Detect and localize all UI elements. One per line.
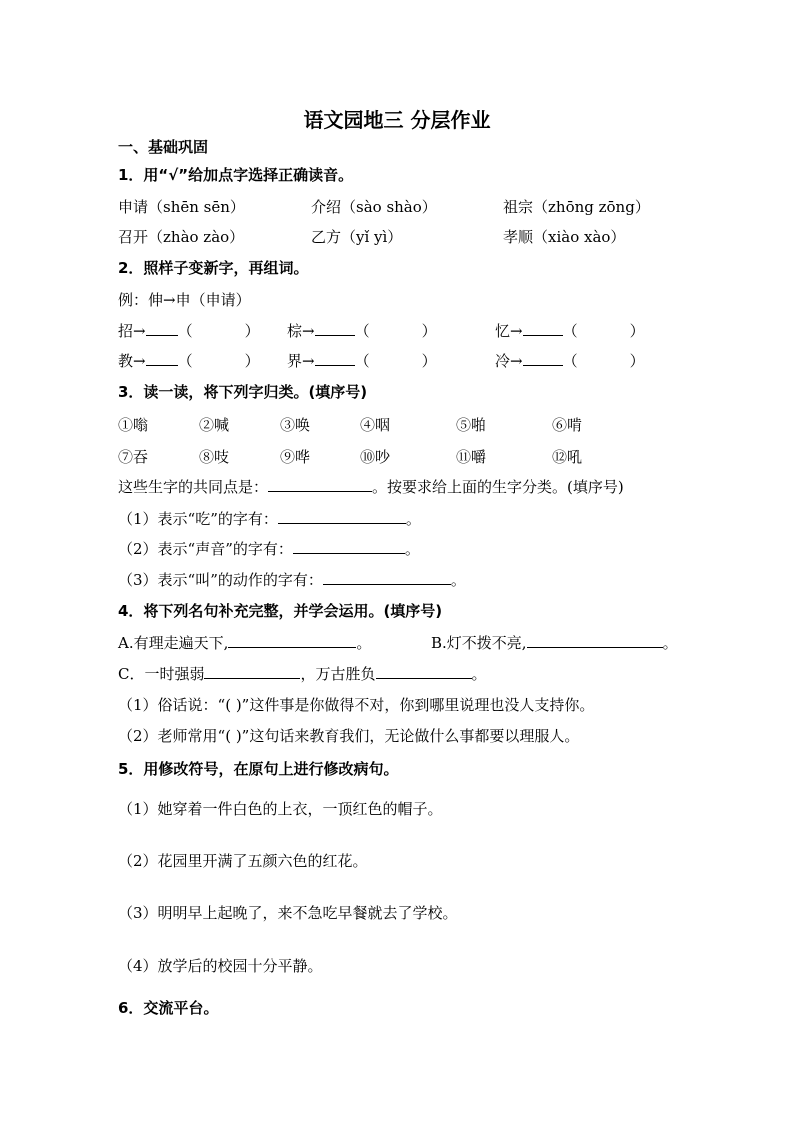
paren: （ [354, 322, 370, 340]
q2-heading: 2．照样子变新字，再组词。 [118, 259, 309, 277]
fill-blank[interactable] [315, 350, 355, 366]
fill-blank[interactable] [376, 663, 472, 679]
paren: ） [244, 352, 260, 370]
fill-blank[interactable] [523, 350, 563, 366]
q1-item: 申请（shēn sēn） [118, 198, 245, 216]
q3-char-item: ①嗡 [118, 416, 149, 434]
q3-char-item: ⑪嚼 [456, 448, 487, 466]
q2-char: 界→ [287, 352, 315, 370]
fill-blank[interactable] [146, 350, 178, 366]
q4-c-text: ，万古胜负 [300, 665, 376, 683]
q3-sub-label: （2）表示“声音”的字有： [118, 540, 293, 558]
q4-sub1: （1）俗话说：“( )”这件事是你做得不对，你到哪里说理也没人支持你。 [118, 696, 595, 714]
q4-sub2: （2）老师常用“( )”这句话来教育我们，无论做什么事都要以理服人。 [118, 727, 580, 745]
period: 。 [450, 571, 466, 589]
q6-heading: 6．交流平台。 [118, 999, 219, 1017]
q1-item: 召开（zhào zào） [118, 228, 245, 246]
paren: ） [629, 352, 645, 370]
paren: （ [562, 322, 578, 340]
q3-common-line [118, 476, 624, 498]
q2-char: 忆→ [495, 322, 523, 340]
q2-char: 冷→ [495, 352, 523, 370]
fill-blank[interactable] [527, 632, 663, 648]
q2-char: 棕→ [287, 322, 315, 340]
q3-common-label: 这些生字的共同点是： [118, 478, 269, 496]
q3-char-item: ②喊 [199, 416, 230, 434]
q4-a-text: A.有理走遍天下, [118, 634, 229, 652]
q3-sub3 [118, 569, 466, 591]
paren: ） [244, 322, 260, 340]
q3-sub-label: （1）表示“吃”的字有： [118, 510, 278, 528]
q2-blank-item [118, 320, 260, 342]
period: 。 [405, 510, 421, 528]
fill-blank[interactable] [268, 476, 372, 492]
q4-item-c [118, 663, 487, 685]
q2-blank-item [287, 320, 437, 342]
paren: （ [562, 352, 578, 370]
q3-char-item: ⑩吵 [360, 448, 391, 466]
q1-item: 乙方（yǐ yì） [311, 228, 403, 246]
q4-b-text: B.灯不拨不亮, [431, 634, 527, 652]
paren: ） [629, 322, 645, 340]
q5-heading: 5．用修改符号，在原句上进行修改病句。 [118, 760, 399, 778]
fill-blank[interactable] [278, 508, 406, 524]
q5-sentence: （3）明明早上起晚了，来不急吃早餐就去了学校。 [118, 904, 458, 922]
q2-char: 教→ [118, 352, 146, 370]
q5-sentence: （4）放学后的校园十分平静。 [118, 957, 323, 975]
q3-char-item: ③唤 [280, 416, 311, 434]
q5-sentence: （2）花园里开满了五颜六色的红花。 [118, 852, 368, 870]
paren: （ [177, 322, 193, 340]
period: 。 [662, 634, 678, 652]
q2-char: 招→ [118, 322, 146, 340]
q3-heading: 3．读一读，将下列字归类。(填序号) [118, 383, 368, 401]
q3-char-item: ⑤啪 [456, 416, 487, 434]
period: 。 [471, 665, 487, 683]
q2-blank-item [118, 350, 260, 372]
fill-blank[interactable] [523, 320, 563, 336]
fill-blank[interactable] [323, 569, 451, 585]
q2-blank-item [495, 320, 645, 342]
period: 。 [356, 634, 372, 652]
paren: ） [421, 322, 437, 340]
q2-blank-item [495, 350, 645, 372]
q2-example: 例：伸→申（申请） [118, 291, 251, 309]
q2-blank-item [287, 350, 437, 372]
fill-blank[interactable] [146, 320, 178, 336]
fill-blank[interactable] [204, 663, 300, 679]
q3-char-item: ⑧吱 [199, 448, 230, 466]
fill-blank[interactable] [315, 320, 355, 336]
q3-char-item: ⑥啃 [552, 416, 583, 434]
q1-item: 祖宗（zhōng zōng） [503, 198, 650, 216]
paren: ） [421, 352, 437, 370]
paren: （ [354, 352, 370, 370]
q1-item: 孝顺（xiào xào） [503, 228, 626, 246]
q1-item: 介绍（sào shào） [311, 198, 437, 216]
q1-heading: 1．用“√”给加点字选择正确读音。 [118, 166, 354, 184]
q4-c-text: C．一时强弱 [118, 665, 205, 683]
q3-char-item: ⑨哗 [280, 448, 311, 466]
fill-blank[interactable] [228, 632, 356, 648]
q4-item-b [431, 632, 678, 654]
paren: （ [177, 352, 193, 370]
fill-blank[interactable] [293, 538, 405, 554]
q3-char-item: ④咽 [360, 416, 391, 434]
period: 。 [404, 540, 420, 558]
section-basic-heading: 一、基础巩固 [118, 138, 209, 156]
q4-item-a [118, 632, 371, 654]
q3-common-instruction: 。按要求给上面的生字分类。(填序号) [372, 478, 624, 496]
q3-char-item: ⑫吼 [552, 448, 583, 466]
q5-sentence: （1）她穿着一件白色的上衣，一顶红色的帽子。 [118, 800, 443, 818]
q3-char-item: ⑦吞 [118, 448, 149, 466]
q3-sub-label: （3）表示“叫”的动作的字有： [118, 571, 323, 589]
q3-sub1 [118, 508, 421, 530]
page-title: 语文园地三 分层作业 [303, 108, 491, 132]
q4-heading: 4．将下列名句补充完整，并学会运用。(填序号) [118, 602, 443, 620]
q3-sub2 [118, 538, 420, 560]
